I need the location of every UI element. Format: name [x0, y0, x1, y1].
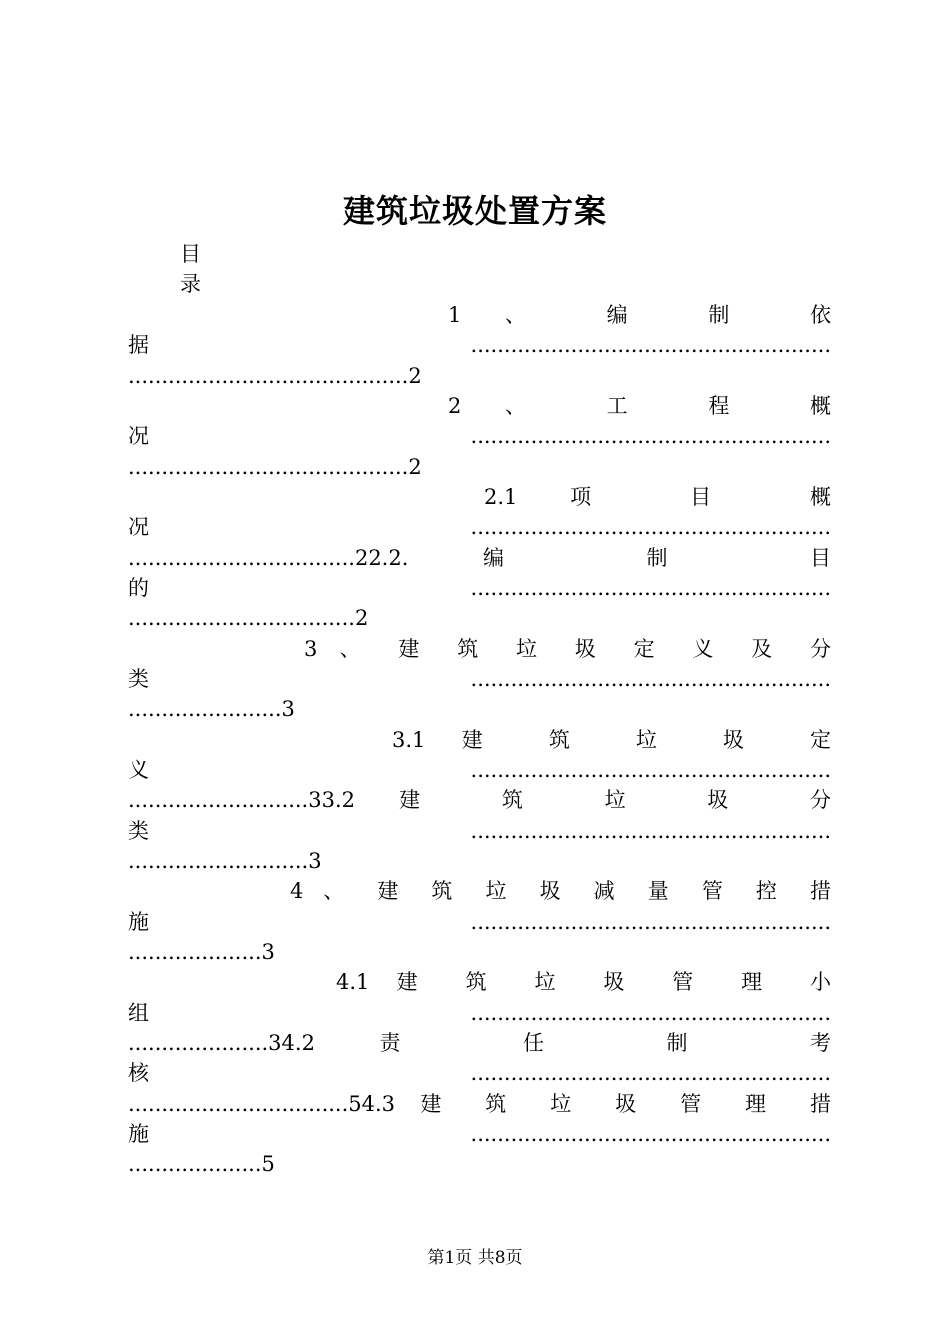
toc-line: ..................................2: [128, 606, 369, 630]
toc-line: .....................34.2 责 任 制 考: [128, 1031, 831, 1055]
toc-line: 1 、 编 制 依: [448, 303, 831, 327]
toc-line: 据......................................................: [128, 333, 831, 357]
toc-line: 施......................................................: [128, 910, 831, 934]
toc-line: ....................5: [128, 1152, 275, 1176]
document-title: 建筑垃圾处置方案: [342, 192, 607, 230]
toc-line: 2 、 工 程 概: [448, 394, 831, 418]
toc-line: .................................54.3 建 筑 垃 圾 管 理 措: [128, 1092, 831, 1116]
toc-line: 义......................................................: [128, 758, 831, 782]
toc-heading-char-2: 录: [180, 272, 201, 296]
toc-line: 3.1 建 筑 垃 圾 定: [392, 728, 831, 752]
toc-line: 况......................................................: [128, 424, 831, 448]
toc-line: 3 、 建 筑 垃 圾 定 义 及 分: [304, 637, 831, 661]
toc-line: ..........................................2: [128, 364, 422, 388]
toc-line: ...........................33.2 建 筑 垃 圾 分: [128, 788, 831, 812]
toc-line: 施......................................................: [128, 1122, 831, 1146]
toc-line: ..........................................2: [128, 455, 422, 479]
toc-line: 4.1 建 筑 垃 圾 管 理 小: [336, 970, 831, 994]
toc-line: 况......................................................: [128, 515, 831, 539]
toc-heading-char-1: 目: [180, 242, 201, 266]
toc-line: 核......................................................: [128, 1061, 831, 1085]
toc-line: 类......................................................: [128, 819, 831, 843]
page-footer: 第1页 共8页: [427, 1248, 523, 1268]
toc-line: 类......................................................: [128, 667, 831, 691]
toc-line: 4 、 建 筑 垃 圾 减 量 管 控 措: [290, 879, 831, 903]
toc-line: ....................3: [128, 940, 275, 964]
toc-line: ...........................3: [128, 849, 322, 873]
toc-line: 组......................................................: [128, 1001, 831, 1025]
toc-line: .......................3: [128, 697, 295, 721]
toc-line: 的......................................................: [128, 576, 831, 600]
toc-line: ..................................22.2. 编 制 目: [128, 546, 831, 570]
toc-line: 2.1 项 目 概: [484, 485, 831, 509]
